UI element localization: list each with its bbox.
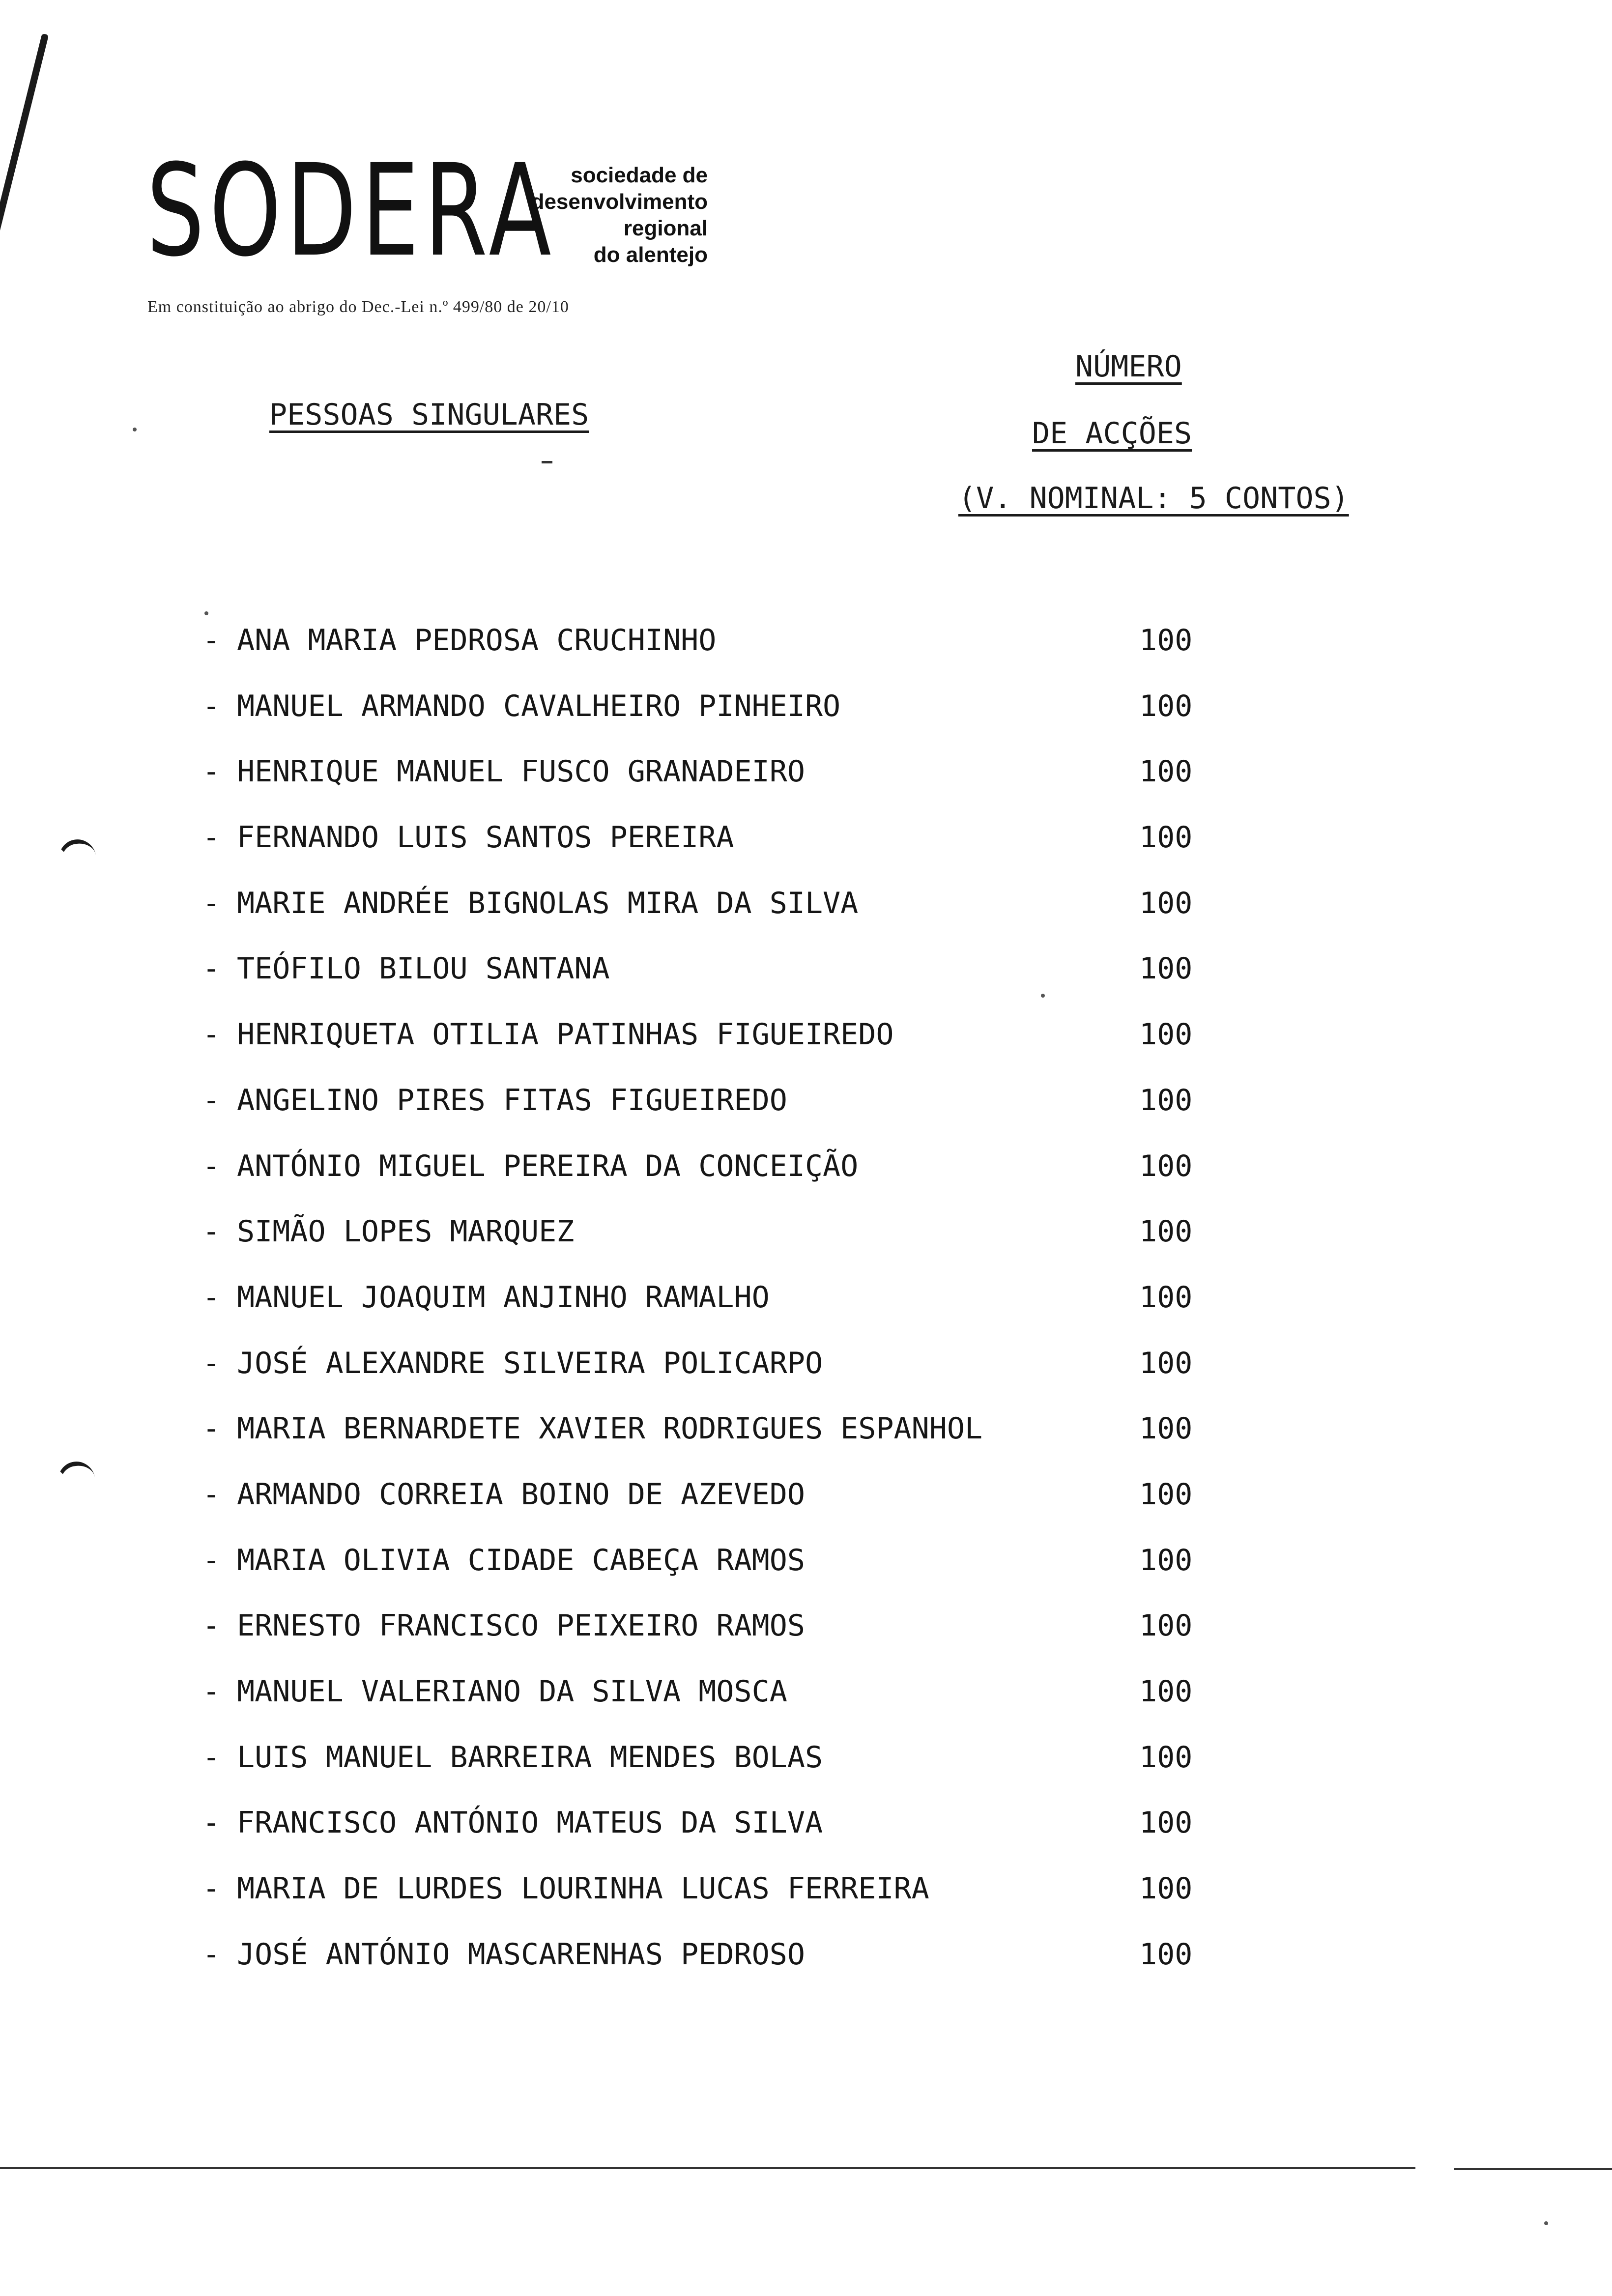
list-item <box>202 1411 1235 1477</box>
scan-speck <box>1544 2221 1548 2225</box>
list-bullet: - <box>202 1806 221 1840</box>
share-count: 100 <box>1139 623 1193 658</box>
scan-speck <box>204 611 208 615</box>
shareholder-name: MANUEL VALERIANO DA SILVA MOSCA <box>237 1674 787 1709</box>
list-item <box>202 1608 1235 1674</box>
shares-column-header-line3: (V. NOMINAL: 5 CONTOS) <box>958 481 1349 516</box>
list-item <box>202 1543 1235 1609</box>
shareholder-name: HENRIQUETA OTILIA PATINHAS FIGUEIREDO <box>237 1017 894 1052</box>
list-item <box>202 1674 1235 1740</box>
list-bullet: - <box>202 1214 221 1249</box>
list-item <box>202 689 1235 755</box>
share-count: 100 <box>1139 1937 1193 1972</box>
list-bullet: - <box>202 1543 221 1578</box>
list-item <box>202 820 1235 886</box>
tagline-line: sociedade de <box>571 163 708 187</box>
shareholder-name: SIMÃO LOPES MARQUEZ <box>237 1214 575 1249</box>
share-count: 100 <box>1139 1674 1193 1709</box>
share-count: 100 <box>1139 1806 1193 1840</box>
list-item <box>202 1871 1235 1937</box>
tagline-line: desenvolvimento <box>531 190 708 214</box>
section-title: PESSOAS SINGULARES <box>269 398 589 432</box>
list-item <box>202 1017 1235 1083</box>
share-count: 100 <box>1139 1280 1193 1315</box>
shareholder-name: JOSÉ ALEXANDRE SILVEIRA POLICARPO <box>237 1346 823 1380</box>
list-item <box>202 1740 1235 1806</box>
share-count: 100 <box>1139 1148 1193 1183</box>
list-item <box>202 951 1235 1017</box>
shareholder-name: TEÓFILO BILOU SANTANA <box>237 951 610 986</box>
scan-speck <box>1041 994 1045 998</box>
company-logo: SODERA <box>146 137 556 285</box>
shareholder-name: ANTÓNIO MIGUEL PEREIRA DA CONCEIÇÃO <box>237 1148 859 1183</box>
shareholder-name: ARMANDO CORREIA BOINO DE AZEVEDO <box>237 1477 805 1512</box>
punch-hole-mark <box>56 836 100 882</box>
stray-mark <box>542 461 552 463</box>
share-count: 100 <box>1139 1740 1193 1775</box>
margin-pen-stroke <box>0 33 49 340</box>
list-bullet: - <box>202 951 221 986</box>
shareholder-name: MARIE ANDRÉE BIGNOLAS MIRA DA SILVA <box>237 886 859 920</box>
list-bullet: - <box>202 1083 221 1118</box>
shareholder-name: FERNANDO LUIS SANTOS PEREIRA <box>237 820 734 855</box>
list-item <box>202 1214 1235 1280</box>
shareholder-list <box>202 623 1235 2003</box>
tagline-line: do alentejo <box>593 243 708 267</box>
shareholder-name: ERNESTO FRANCISCO PEIXEIRO RAMOS <box>237 1608 805 1643</box>
list-item <box>202 1806 1235 1871</box>
shareholder-name: HENRIQUE MANUEL FUSCO GRANADEIRO <box>237 754 805 789</box>
share-count: 100 <box>1139 1411 1193 1446</box>
list-bullet: - <box>202 1871 221 1906</box>
company-tagline <box>511 162 708 268</box>
shareholder-name: ANGELINO PIRES FITAS FIGUEIREDO <box>237 1083 787 1118</box>
list-bullet: - <box>202 886 221 920</box>
list-bullet: - <box>202 1674 221 1709</box>
punch-hole-mark <box>55 1458 99 1504</box>
list-bullet: - <box>202 820 221 855</box>
shareholder-name: MARIA BERNARDETE XAVIER RODRIGUES ESPANHOL <box>237 1411 983 1446</box>
shareholder-name: FRANCISCO ANTÓNIO MATEUS DA SILVA <box>237 1806 823 1840</box>
share-count: 100 <box>1139 689 1193 723</box>
share-count: 100 <box>1139 1346 1193 1380</box>
list-bullet: - <box>202 1346 221 1380</box>
tagline-line: regional <box>623 216 708 240</box>
shareholder-name: ANA MARIA PEDROSA CRUCHINHO <box>237 623 717 658</box>
list-item <box>202 1083 1235 1149</box>
list-item <box>202 1937 1235 2003</box>
scan-speck <box>133 428 137 431</box>
shares-column-header-line2: DE ACÇÕES <box>1032 416 1192 451</box>
list-bullet: - <box>202 754 221 789</box>
list-item <box>202 623 1235 689</box>
legal-notice: Em constituição ao abrigo do Dec.-Lei n.º 499/80 de 20/10 <box>147 298 569 316</box>
share-count: 100 <box>1139 886 1193 920</box>
footer-rule <box>0 2167 1415 2169</box>
list-bullet: - <box>202 1411 221 1446</box>
shareholder-name: MANUEL JOAQUIM ANJINHO RAMALHO <box>237 1280 770 1315</box>
shareholder-name: JOSÉ ANTÓNIO MASCARENHAS PEDROSO <box>237 1937 805 1972</box>
list-bullet: - <box>202 1017 221 1052</box>
share-count: 100 <box>1139 820 1193 855</box>
share-count: 100 <box>1139 1871 1193 1906</box>
list-bullet: - <box>202 1280 221 1315</box>
list-bullet: - <box>202 1477 221 1512</box>
list-item <box>202 1149 1235 1215</box>
list-bullet: - <box>202 1740 221 1775</box>
share-count: 100 <box>1139 1608 1193 1643</box>
list-item <box>202 1280 1235 1346</box>
list-bullet: - <box>202 623 221 658</box>
share-count: 100 <box>1139 1477 1193 1512</box>
list-bullet: - <box>202 1608 221 1643</box>
shareholder-name: LUIS MANUEL BARREIRA MENDES BOLAS <box>237 1740 823 1775</box>
shareholder-name: MANUEL ARMANDO CAVALHEIRO PINHEIRO <box>237 689 841 723</box>
list-bullet: - <box>202 1148 221 1183</box>
shares-column-header-line1: NÚMERO <box>1075 349 1182 384</box>
shareholder-name: MARIA OLIVIA CIDADE CABEÇA RAMOS <box>237 1543 805 1578</box>
list-item <box>202 754 1235 820</box>
list-item <box>202 886 1235 952</box>
list-item <box>202 1346 1235 1412</box>
footer-rule-right <box>1454 2168 1612 2170</box>
list-item <box>202 1477 1235 1543</box>
share-count: 100 <box>1139 1017 1193 1052</box>
share-count: 100 <box>1139 951 1193 986</box>
share-count: 100 <box>1139 1214 1193 1249</box>
shareholder-name: MARIA DE LURDES LOURINHA LUCAS FERREIRA <box>237 1871 929 1906</box>
list-bullet: - <box>202 1937 221 1972</box>
list-bullet: - <box>202 689 221 723</box>
share-count: 100 <box>1139 1543 1193 1578</box>
share-count: 100 <box>1139 754 1193 789</box>
share-count: 100 <box>1139 1083 1193 1118</box>
